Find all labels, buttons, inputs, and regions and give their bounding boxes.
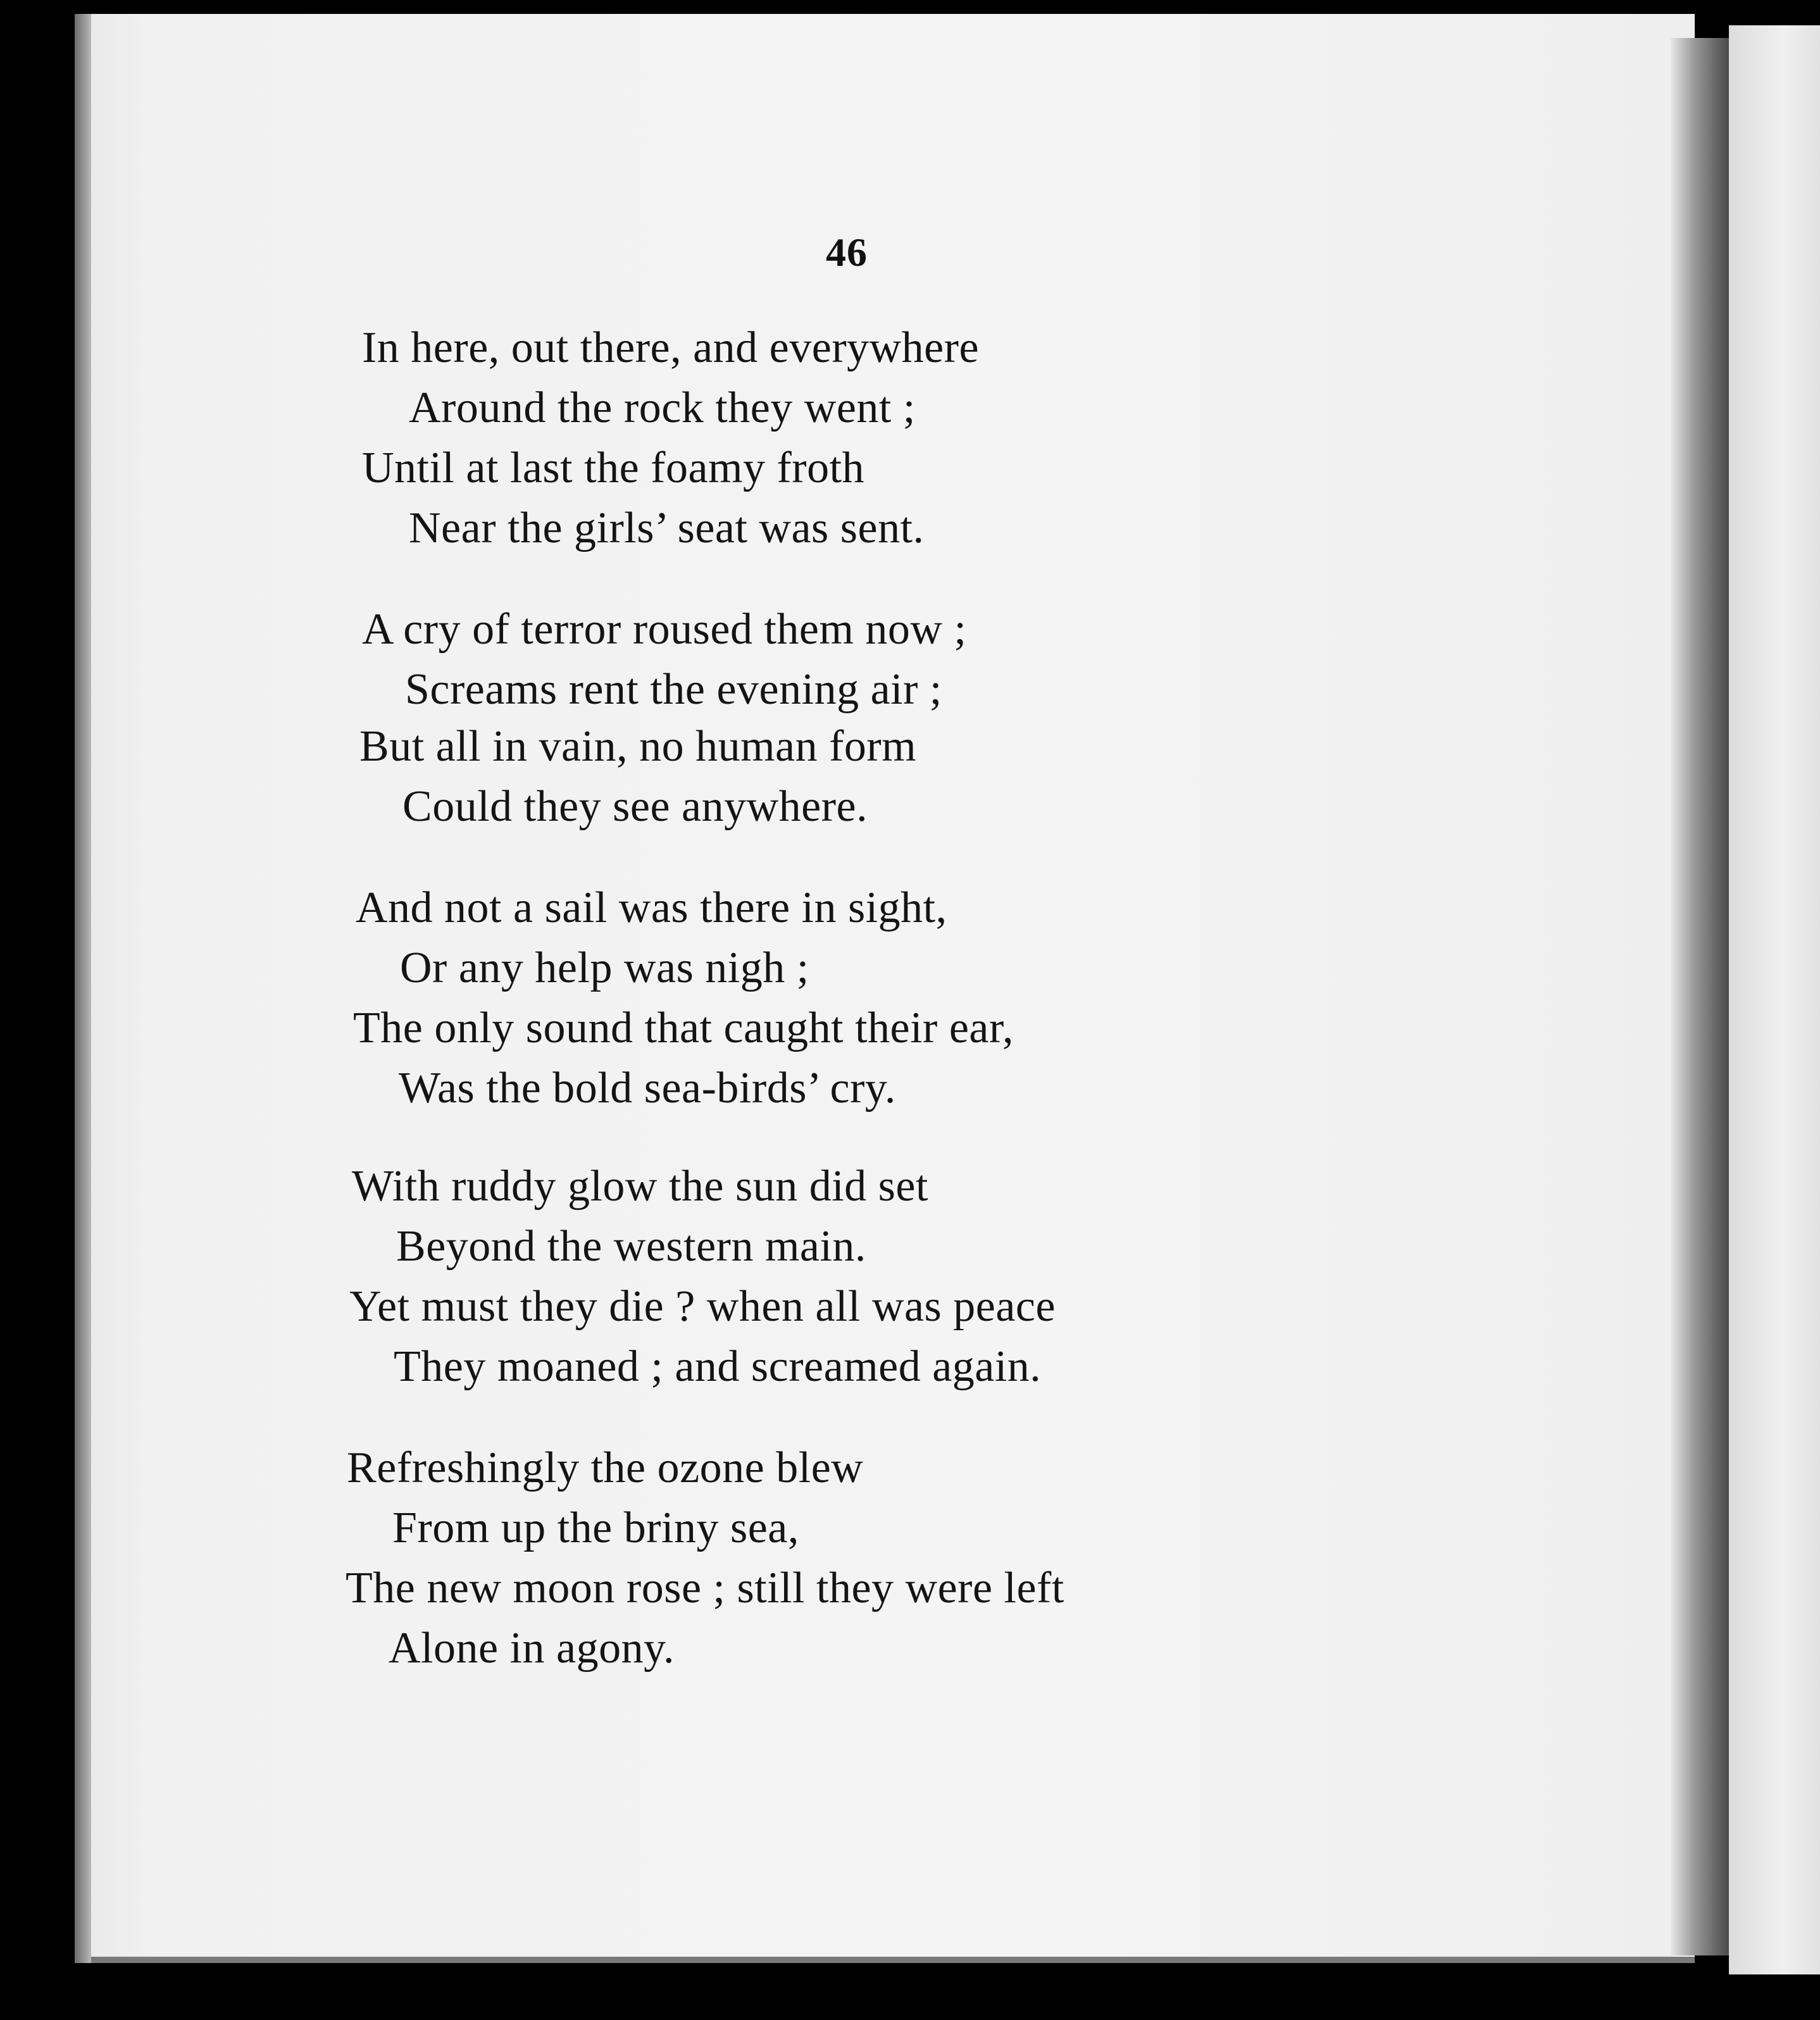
poem-line: Or any help was nigh ; (400, 944, 809, 992)
poem-line: In here, out there, and everywhere (362, 323, 980, 372)
binding-gutter (1671, 38, 1729, 1955)
scan-bottom-border (0, 1974, 1820, 2020)
poem-line: A cry of terror roused them now ; (362, 605, 967, 654)
poem-line: Near the girls’ seat was sent. (409, 504, 925, 552)
poem-line: From up the briny sea, (392, 1504, 799, 1552)
poem-line: Until at last the foamy froth (362, 444, 865, 492)
page-sheet (75, 14, 1695, 1963)
poem-line: Screams rent the evening air ; (405, 665, 942, 714)
poem-line: Beyond the western main. (396, 1222, 866, 1271)
facing-page-edge (1729, 25, 1820, 1987)
poem-line: They moaned ; and screamed again. (394, 1342, 1042, 1391)
poem-line: Was the bold sea-birds’ cry. (399, 1064, 896, 1113)
poem-line: The only sound that caught their ear, (353, 1004, 1014, 1052)
poem-line: Around the rock they went ; (409, 383, 916, 432)
page-number: 46 (826, 230, 868, 275)
poem-line: Alone in agony. (389, 1624, 675, 1673)
poem-line: Could they see anywhere. (402, 782, 868, 831)
poem-line: And not a sail was there in sight, (356, 883, 947, 932)
poem-line: Refreshingly the ozone blew (347, 1443, 864, 1492)
poem-line: But all in vain, no human form (359, 722, 917, 771)
poem-line: With ruddy glow the sun did set (352, 1162, 928, 1211)
poem-line: The new moon rose ; still they were left (346, 1564, 1064, 1612)
poem-line: Yet must they die ? when all was peace (349, 1282, 1056, 1331)
page-left-edge (75, 14, 91, 1963)
